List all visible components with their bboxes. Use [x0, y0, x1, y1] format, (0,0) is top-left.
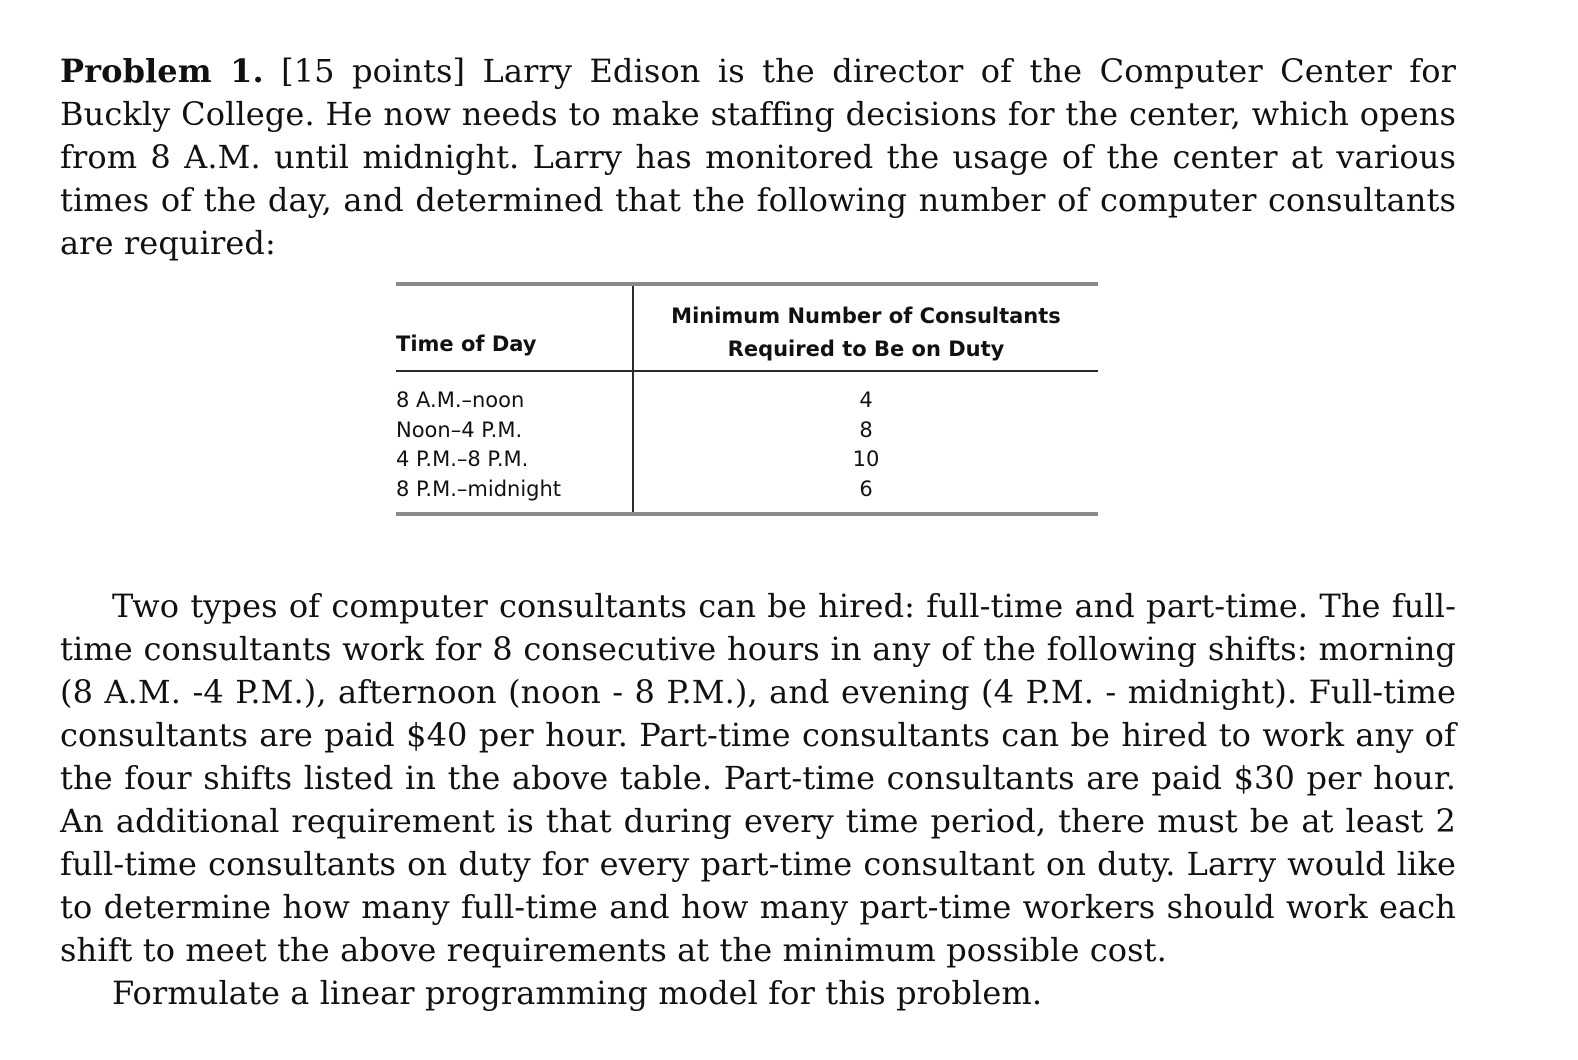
problem-statement [60, 50, 1456, 265]
table-bottom-rule [396, 512, 1098, 516]
details-paragraph: Two types of computer consultants can be hired: full-time and part-time. The full-time consultants work for 8 consecutive hours in any of the following shifts: morning (8 A.M. -4 P.M.), afternoon (noon - 8 P.M.), and evening (4 P.M. - midnight). Full-time consultants are paid $40 per hour. Part-time consultants can be hired to work any of the four shifts listed in the above table. Part-time consultants are paid $30 per hour. An additional requirement is that during every time period, there must be at least 2 full-time consultants on duty for every part-time consultant on duty. Larry would like to determine how many full-time and how many part-time workers should work each shift to meet the above requirements at the minimum possible cost. [60, 587, 1456, 969]
table-header-rule [396, 370, 1098, 372]
cell-time: 4 P.M.–8 P.M. [396, 447, 529, 471]
header-minimum-consultants [634, 300, 1098, 366]
cell-time: Noon–4 P.M. [396, 417, 523, 442]
problem-details [60, 585, 1456, 1015]
header-min-line1: Minimum Number of Consultants [671, 304, 1061, 328]
table-body [396, 386, 1098, 504]
cell-min: 4 [859, 388, 873, 412]
table-row [396, 475, 1098, 505]
table-row [396, 445, 1098, 475]
table-top-rule [396, 282, 1098, 286]
cell-min: 10 [852, 447, 880, 471]
intro-text: [15 points] Larry Edison is the director of the Computer Center for Buckly College. He now needs to make staffing decisions for the center, which opens from 8 A.M. until midnight. Larry has monitored the usage of the center at various times of the day, and determined that the following number of computer consultants are required: [60, 52, 1456, 262]
cell-min: 6 [859, 476, 873, 501]
table-row [396, 416, 1098, 446]
header-time-of-day: Time of Day [396, 332, 537, 356]
cell-time: 8 A.M.–noon [396, 388, 525, 412]
table-row [396, 386, 1098, 416]
closing-instruction: Formulate a linear programming model for this problem. [112, 974, 1043, 1012]
header-min-line2: Required to Be on Duty [727, 337, 1005, 361]
intro-paragraph [60, 50, 1456, 265]
cell-min: 8 [859, 417, 873, 442]
cell-time: 8 P.M.–midnight [396, 476, 562, 501]
problem-label: Problem 1. [60, 52, 264, 90]
